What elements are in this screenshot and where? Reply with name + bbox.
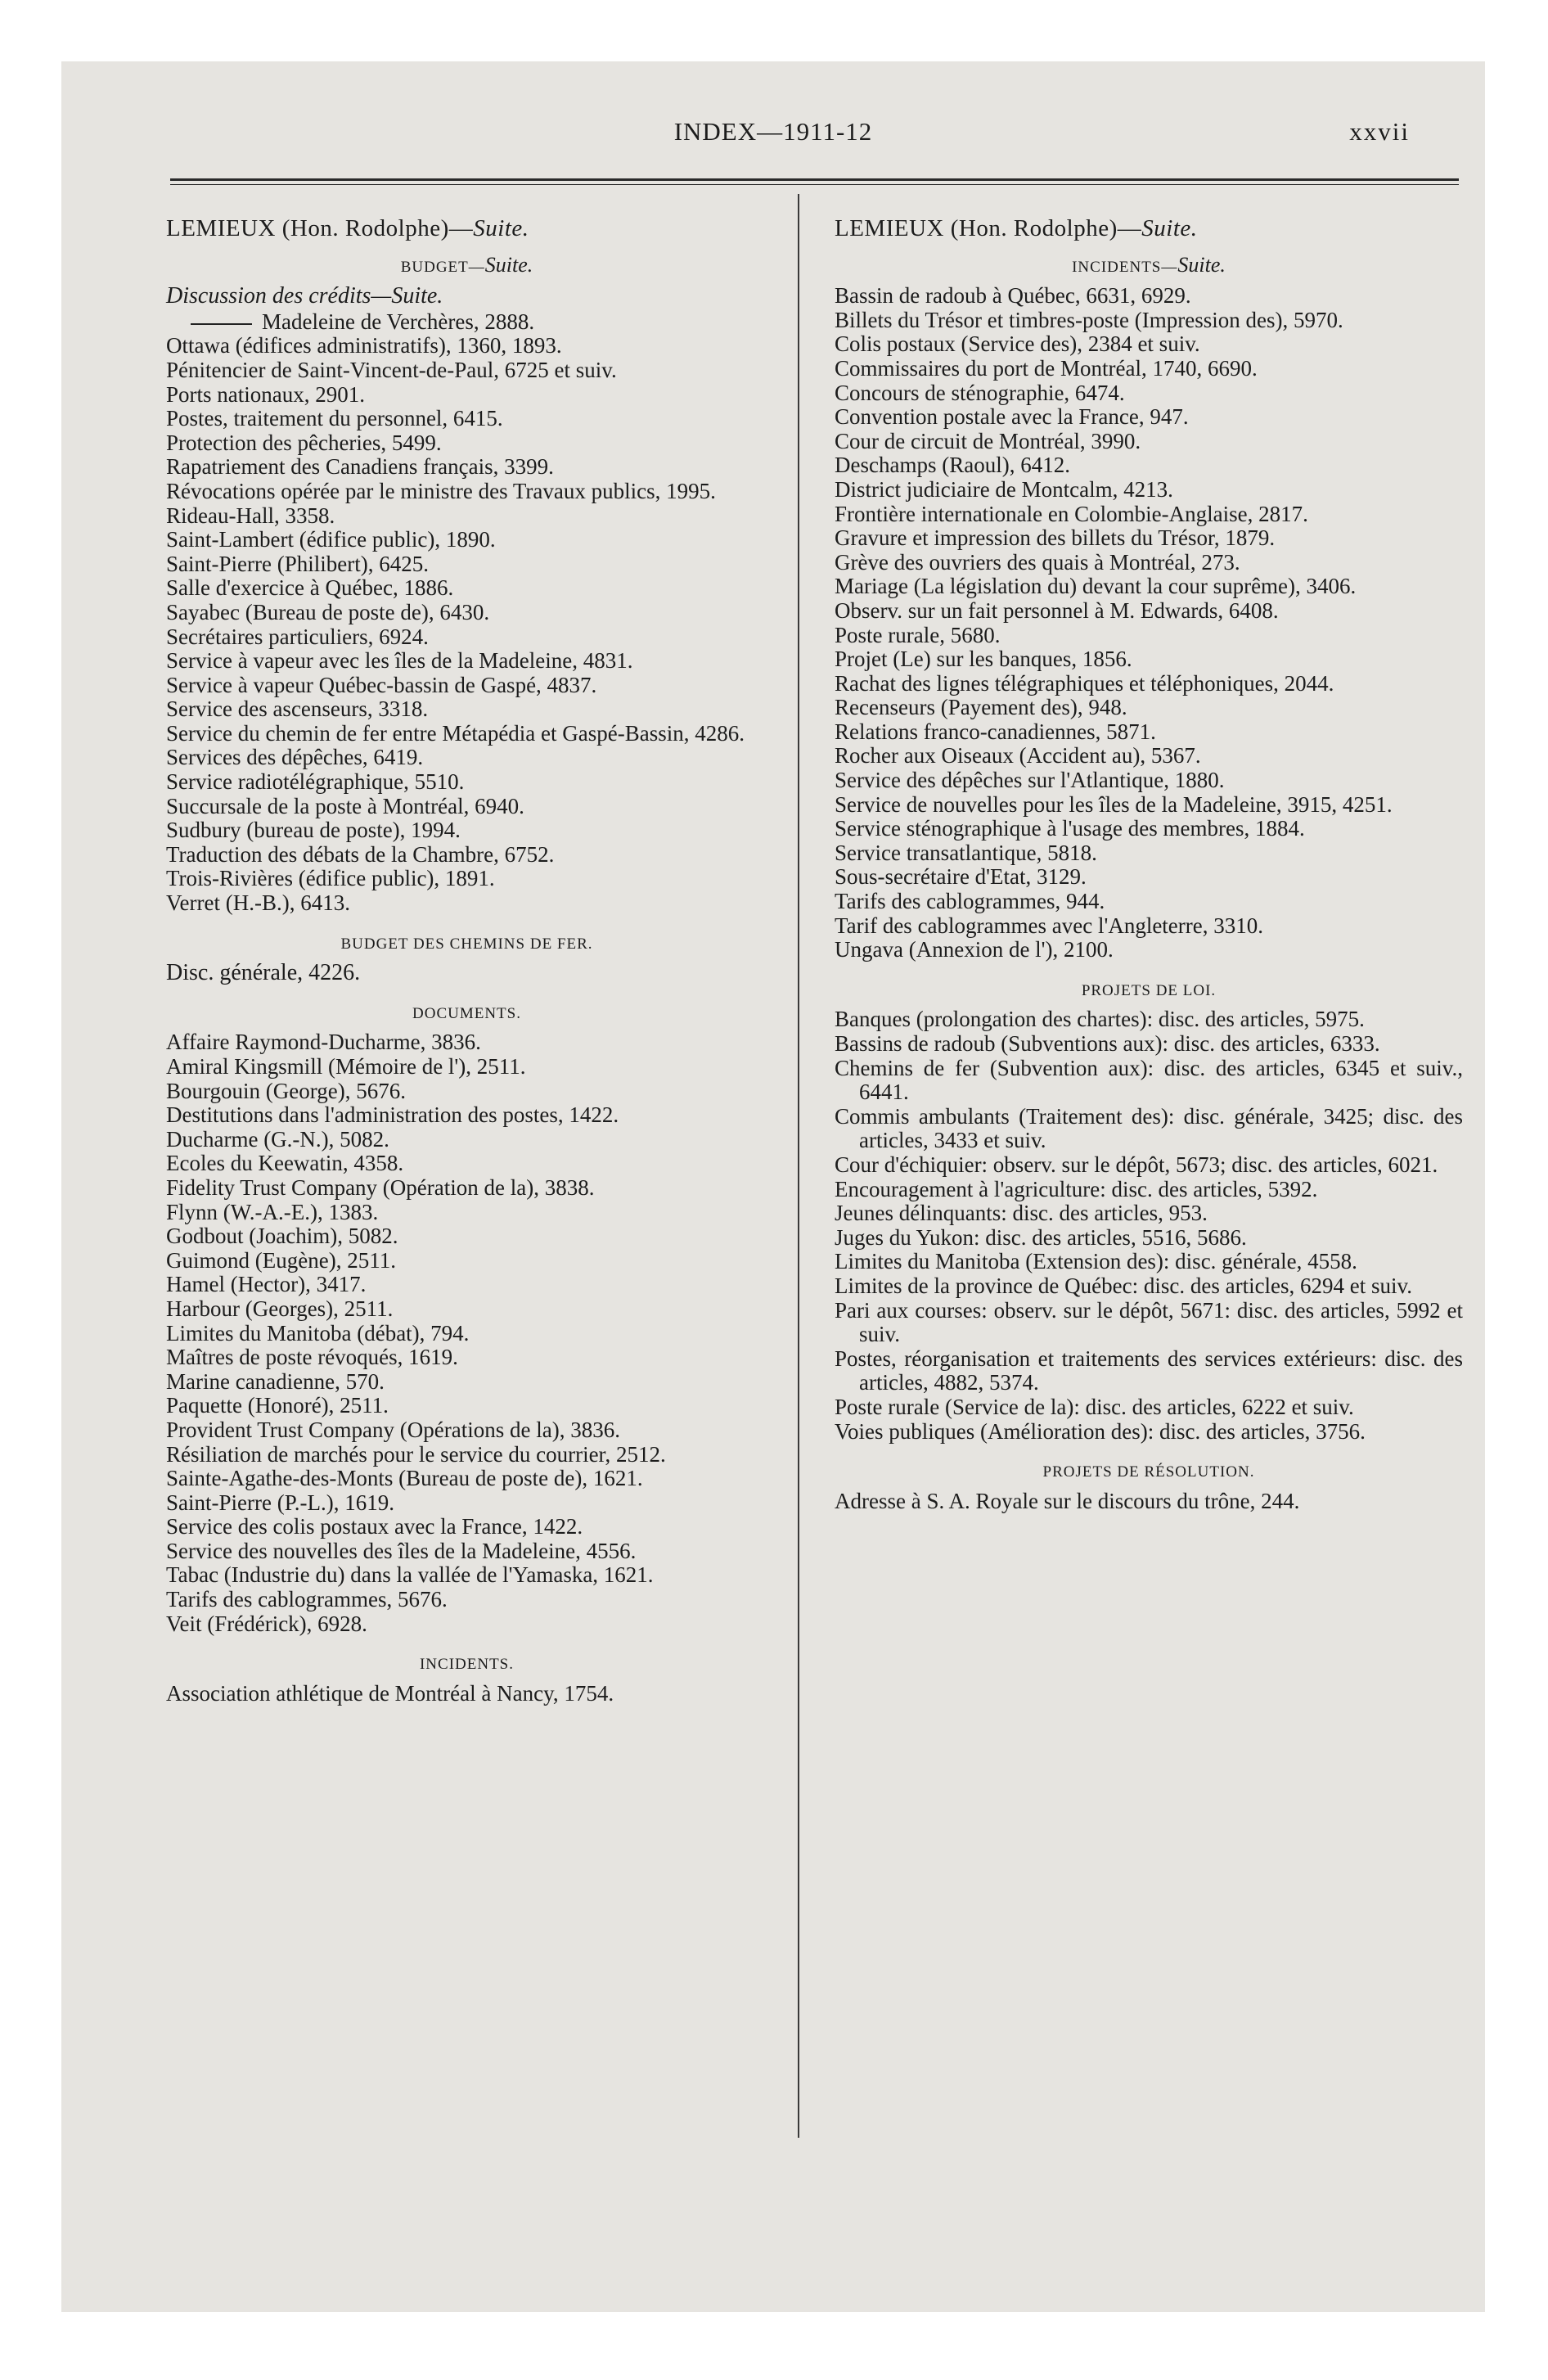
scanned-page — [61, 61, 1485, 2312]
subsection-heading: Discussion des crédits—Suite. — [166, 283, 443, 309]
index-entry: Grève des ouvriers des quais à Montréal, 273. — [835, 549, 1240, 575]
index-entry: Résiliation de marchés pour le service du courrier, 2512. — [166, 1441, 666, 1467]
entry-heading: LEMIEUX (Hon. Rodolphe)—Suite. — [166, 215, 529, 241]
index-entry: Trois-Rivières (édifice public), 1891. — [166, 866, 495, 891]
index-entry: Convention postale avec la France, 947. — [835, 404, 1189, 430]
index-entry: Sudbury (bureau de poste), 1994. — [166, 818, 461, 843]
index-entry: Hamel (Hector), 3417. — [166, 1272, 367, 1297]
index-entry: Service à vapeur avec les îles de la Madeleine, 4831. — [166, 648, 633, 674]
index-entry: Rachat des lignes télégraphiques et téléphoniques, 2044. — [835, 670, 1334, 696]
index-entry: District judiciaire de Montcalm, 4213. — [835, 476, 1173, 502]
index-entry: Frontière internationale en Colombie-Anglaise, 2817. — [835, 501, 1308, 526]
index-entry: Succursale de la poste à Montréal, 6940. — [166, 793, 524, 818]
index-entry: Traduction des débats de la Chambre, 6752. — [166, 841, 555, 867]
index-entry: Colis postaux (Service des), 2384 et suiv. — [835, 331, 1200, 357]
index-entry: Poste rurale (Service de la): disc. des articles, 6222 et suiv. — [835, 1394, 1354, 1419]
index-entry: Deschamps (Raoul), 6412. — [835, 453, 1070, 478]
index-entry: Limites du Manitoba (débat), 794. — [166, 1320, 470, 1346]
index-entry: Mariage (La législation du) devant la cour suprême), 3406. — [835, 574, 1357, 599]
index-entry: Service des dépêches sur l'Atlantique, 1880. — [835, 768, 1225, 793]
index-entry: Service des ascenseurs, 3318. — [166, 696, 429, 722]
index-entry: Bourgouin (George), 5676. — [166, 1078, 406, 1103]
incidents-entry-list — [166, 1682, 767, 1706]
index-entry: Projet (Le) sur les banques, 1856. — [835, 647, 1132, 672]
header-rule — [170, 178, 1459, 181]
index-entry: Concours de sténographie, 6474. — [835, 380, 1125, 405]
index-entry: Ecoles du Keewatin, 4358. — [166, 1151, 404, 1176]
section-title-projets-resolution: PROJETS DE RÉSOLUTION. — [1042, 1463, 1255, 1481]
index-entry: Paquette (Honoré), 2511. — [166, 1393, 389, 1418]
index-entry: Billets du Trésor et timbres-poste (Impression des), 5970. — [835, 307, 1343, 332]
index-entry: Salle d'exercice à Québec, 1886. — [166, 575, 454, 601]
index-entry: Observ. sur un fait personnel à M. Edwards, 6408. — [835, 597, 1279, 623]
index-entry: Disc. générale, 4226. — [166, 960, 361, 986]
index-entry: Tarif des cablogrammes avec l'Angleterre, 3310. — [835, 913, 1264, 938]
index-entry: Tabac (Industrie du) dans la vallée de l'Yamaska, 1621. — [166, 1562, 654, 1588]
index-entry: Service transatlantique, 5818. — [835, 840, 1097, 865]
index-entry: Saint-Pierre (Philibert), 6425. — [166, 551, 429, 576]
index-entry: Destitutions dans l'administration des postes, 1422. — [166, 1102, 619, 1128]
index-entry: Madeleine de Verchères, 2888. — [166, 310, 767, 335]
index-entry: Jeunes délinquants: disc. des articles, 953. — [835, 1201, 1208, 1226]
index-entry: Secrétaires particuliers, 6924. — [166, 624, 429, 649]
index-entry: Poste rurale, 5680. — [835, 622, 1001, 647]
index-entry: Sainte-Agathe-des-Monts (Bureau de poste de), 1621. — [166, 1466, 643, 1491]
index-entry: Service sténographique à l'usage des membres, 1884. — [835, 816, 1305, 841]
index-entry: Maîtres de poste révoqués, 1619. — [166, 1345, 458, 1370]
section-title-budget: BUDGET—Suite. — [400, 252, 533, 277]
page-number: xxvii — [1349, 117, 1410, 146]
index-entry: Banques (prolongation des chartes): disc. des articles, 5975. — [835, 1007, 1365, 1032]
left-column — [166, 217, 767, 1706]
index-entry: Protection des pêcheries, 5499. — [166, 430, 442, 455]
documents-entry-list — [166, 1030, 767, 1636]
resolution-entry-list — [835, 1490, 1463, 1514]
index-entry: Guimond (Eugène), 2511. — [166, 1247, 396, 1273]
header-rule-thin — [170, 184, 1459, 185]
index-entry: Flynn (W.-A.-E.), 1383. — [166, 1199, 379, 1224]
incidents-entry-list — [835, 284, 1463, 962]
section-title-chemins: BUDGET DES CHEMINS DE FER. — [340, 935, 593, 953]
index-entry: Fidelity Trust Company (Opération de la), 3838. — [166, 1174, 595, 1200]
index-entry: Révocations opérée par le ministre des Travaux publics, 1995. — [166, 478, 716, 503]
index-entry: Commis ambulants (Traitement des): disc. générale, 3425; disc. des articles, 3433 et suiv. — [835, 1103, 1463, 1153]
index-entry: Ports nationaux, 2901. — [166, 381, 365, 407]
index-entry: Postes, traitement du personnel, 6415. — [166, 406, 503, 431]
index-entry: Tarifs des cablogrammes, 944. — [835, 889, 1105, 914]
column-separator — [798, 194, 799, 2138]
index-entry: Cour d'échiquier: observ. sur le dépôt, 5673; disc. des articles, 6021. — [835, 1152, 1438, 1177]
index-entry: Commissaires du port de Montréal, 1740, 6690. — [835, 355, 1258, 381]
index-entry: Bassin de radoub à Québec, 6631, 6929. — [835, 283, 1191, 309]
index-entry: Service de nouvelles pour les îles de la Madeleine, 3915, 4251. — [835, 791, 1393, 817]
index-entry: Association athlétique de Montréal à Nancy, 1754. — [166, 1680, 614, 1706]
index-entry: Encouragement à l'agriculture: disc. des articles, 5392. — [835, 1176, 1318, 1201]
index-entry: Gravure et impression des billets du Trésor, 1879. — [835, 525, 1276, 551]
index-entry: Postes, réorganisation et traitements des services extérieurs: disc. des articles, 4882, 5374. — [835, 1346, 1463, 1395]
index-entry: Provident Trust Company (Opérations de la), 3836. — [166, 1417, 620, 1442]
index-entry: Marine canadienne, 570. — [166, 1368, 385, 1394]
index-entry: Sayabec (Bureau de poste de), 6430. — [166, 599, 490, 624]
section-title-documents: DOCUMENTS. — [412, 1004, 521, 1022]
index-entry: Voies publiques (Amélioration des): disc. des articles, 3756. — [835, 1418, 1366, 1444]
index-entry: Service des nouvelles des îles de la Madeleine, 4556. — [166, 1538, 637, 1563]
index-entry: Service à vapeur Québec-bassin de Gaspé, 4837. — [166, 672, 597, 697]
page-header — [61, 117, 1485, 150]
section-title-incidents-suite: INCIDENTS—Suite. — [1072, 252, 1226, 277]
entry-heading: LEMIEUX (Hon. Rodolphe)—Suite. — [835, 215, 1198, 241]
index-entry: Affaire Raymond-Ducharme, 3836. — [166, 1030, 481, 1055]
section-title-projets-loi: PROJETS DE LOI. — [1081, 981, 1217, 999]
index-entry: Service du chemin de fer entre Métapédia et Gaspé-Bassin, 4286. — [166, 720, 745, 746]
index-entry: Rocher aux Oiseaux (Accident au), 5367. — [835, 743, 1201, 769]
index-entry: Service des colis postaux avec la France, 1422. — [166, 1514, 583, 1539]
index-entry: Pénitencier de Saint-Vincent-de-Paul, 6725 et suiv. — [166, 357, 617, 382]
index-entry: Saint-Lambert (édifice public), 1890. — [166, 527, 496, 552]
index-entry: Ottawa (édifices administratifs), 1360, 1893. — [166, 333, 562, 358]
index-entry: Service radiotélégraphique, 5510. — [166, 769, 465, 795]
index-entry: Cour de circuit de Montréal, 3990. — [835, 428, 1141, 453]
index-entry: Ducharme (G.-N.), 5082. — [166, 1126, 389, 1152]
index-entry: Rideau-Hall, 3358. — [166, 503, 335, 528]
index-entry: Amiral Kingsmill (Mémoire de l'), 2511. — [166, 1054, 526, 1079]
index-entry: Juges du Yukon: disc. des articles, 5516, 5686. — [835, 1224, 1247, 1250]
index-entry: Saint-Pierre (P.-L.), 1619. — [166, 1490, 394, 1515]
index-entry: Limites du Manitoba (Extension des): disc. générale, 4558. — [835, 1249, 1357, 1274]
index-entry: Adresse à S. A. Royale sur le discours du trône, 244. — [835, 1488, 1300, 1513]
section-title-incidents: INCIDENTS. — [419, 1656, 515, 1674]
index-entry: Chemins de fer (Subvention aux): disc. des articles, 6345 et suiv., 6441. — [835, 1055, 1463, 1105]
index-entry: Services des dépêches, 6419. — [166, 745, 424, 770]
projets-loi-entry-list — [835, 1007, 1463, 1444]
index-entry: Rapatriement des Canadiens français, 3399. — [166, 454, 554, 480]
index-entry: Pari aux courses: observ. sur le dépôt, 5671: disc. des articles, 5992 et suiv. — [835, 1297, 1463, 1347]
index-entry: Limites de la province de Québec: disc. des articles, 6294 et suiv. — [835, 1273, 1413, 1298]
right-column — [835, 217, 1463, 1513]
running-title: INDEX—1911-12 — [673, 117, 873, 146]
index-entry: Veit (Frédérick), 6928. — [166, 1611, 367, 1636]
index-entry: Recenseurs (Payement des), 948. — [835, 695, 1127, 720]
index-entry: Bassins de radoub (Subventions aux): disc. des articles, 6333. — [835, 1031, 1380, 1056]
index-entry: Verret (H.-B.), 6413. — [166, 890, 350, 916]
index-entry: Sous-secrétaire d'Etat, 3129. — [835, 864, 1087, 890]
budget-entry-list — [166, 310, 767, 916]
index-entry: Godbout (Joachim), 5082. — [166, 1224, 398, 1249]
index-entry: Relations franco-canadiennes, 5871. — [835, 719, 1156, 744]
index-entry: Harbour (Georges), 2511. — [166, 1296, 394, 1321]
index-entry: Ungava (Annexion de l'), 2100. — [835, 937, 1114, 962]
index-entry: Tarifs des cablogrammes, 5676. — [166, 1587, 448, 1612]
chemins-entry-list — [166, 961, 767, 985]
